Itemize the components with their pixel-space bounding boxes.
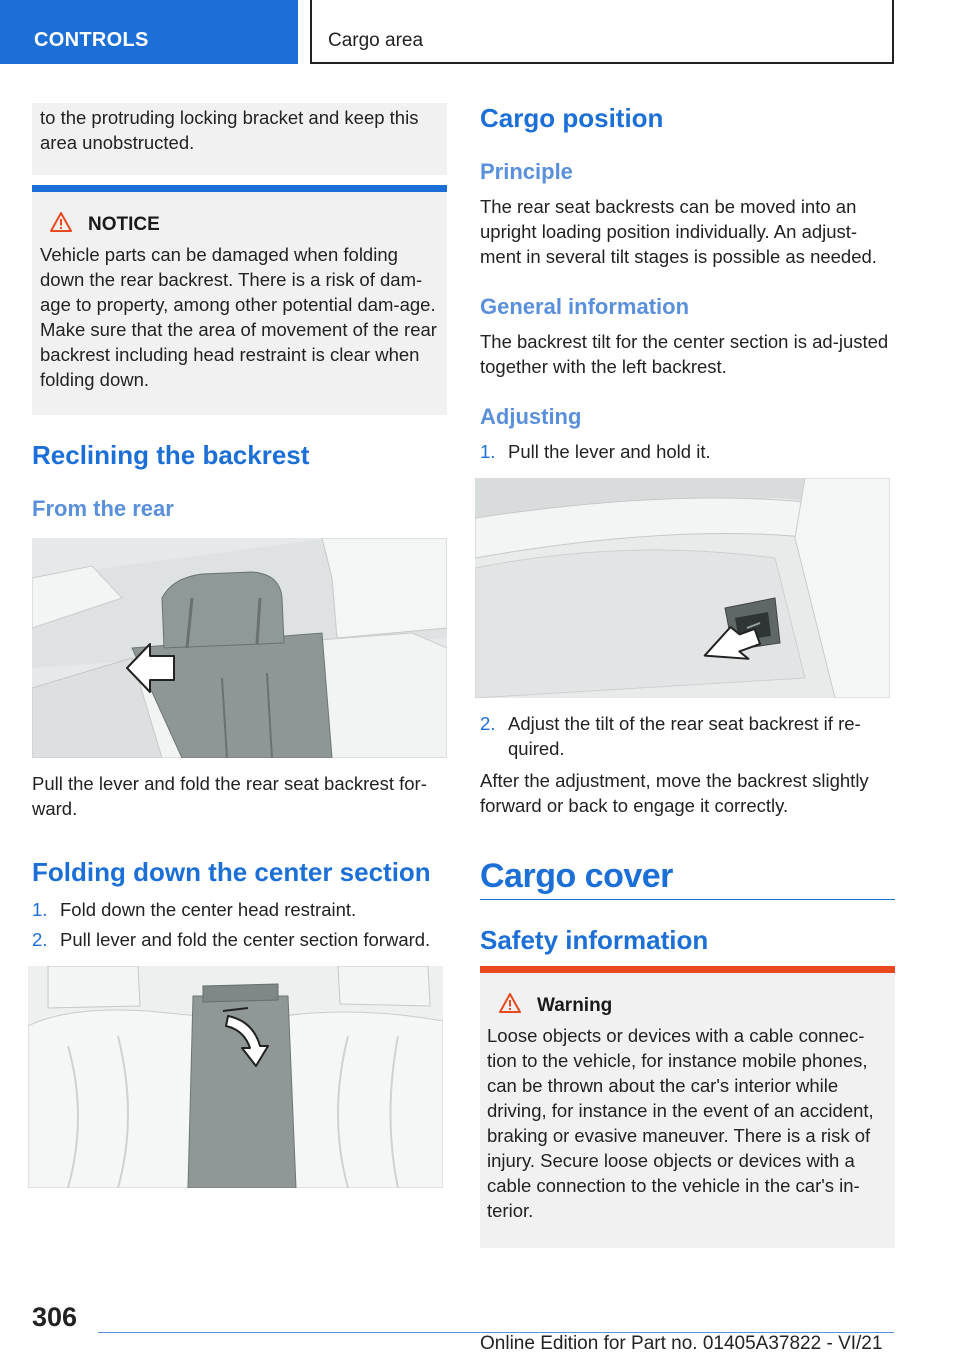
center-step-1: 1. Fold down the center head restraint. (32, 899, 357, 920)
edition-text: Online Edition for Part no. 01405A37822 - VI/21 (480, 1333, 883, 1354)
subsection-tab (310, 0, 894, 64)
section-title: CONTROLS (34, 29, 149, 51)
subsection-title: Cargo area (328, 30, 424, 51)
warning-triangle-icon (499, 993, 521, 1013)
lever-illustration (475, 478, 890, 698)
adjusting-step-1-list (480, 439, 895, 464)
warning-box (480, 966, 895, 1248)
adjusting-heading: Adjusting (480, 404, 582, 429)
warning-title: Warning (537, 995, 613, 1016)
notice-box (32, 185, 447, 415)
principle-text: The rear seat backrests can be moved into an upright loading position individually. An adjust‐ment in several tilt stages is possible as needed. (480, 196, 877, 267)
section-tab (0, 0, 298, 64)
figure-lever (475, 478, 890, 698)
intro-text: to the protruding locking bracket and keep this area unobstructed. (40, 107, 419, 153)
warning-triangle-icon (50, 212, 72, 232)
seat-illustration (32, 538, 447, 758)
adjusting-step-1: 1. Pull the lever and hold it. (480, 441, 711, 462)
center-step-2: 2. Pull lever and fold the center section forward. (32, 929, 431, 950)
cargo-cover-heading: Cargo cover (480, 857, 673, 895)
general-info-heading: General information (480, 294, 690, 319)
center-heading: Folding down the center section (32, 857, 431, 887)
from-rear-text: Pull the lever and fold the rear seat backrest for‐ward. (32, 773, 427, 819)
reclining-heading: Reclining the backrest (32, 440, 310, 470)
adjusting-step-2-list (480, 711, 895, 761)
center-steps (32, 897, 452, 952)
center-section-illustration (28, 966, 443, 1188)
intro-box (32, 103, 447, 175)
notice-title: NOTICE (88, 214, 160, 235)
principle-heading: Principle (480, 159, 573, 184)
figure-from-rear (32, 538, 447, 758)
general-info-text: The backrest tilt for the center section is ad‐justed together with the left backrest. (480, 331, 889, 377)
figure-center-section (28, 966, 443, 1188)
safety-info-heading: Safety information (480, 925, 709, 955)
from-rear-heading: From the rear (32, 496, 174, 521)
cargo-position-heading: Cargo position (480, 103, 664, 133)
warning-bar (480, 966, 895, 973)
notice-bar (32, 185, 447, 192)
warning-text: Loose objects or devices with a cable connec‐tion to the vehicle, for instance mobile phones, can be thrown about the car's interior while driving, for instance in the event of an accident, braking or evasive maneuver. There is a risk of injury. Secure loose objects or devices with a cable connection to the vehicle in the car's in‐terior. (487, 1025, 874, 1221)
notice-text: Vehicle parts can be damaged when folding down the rear backrest. There is a risk of dam‐age to property, among other potential dam‐age. Make sure that the area of movement of the rear backrest including head restraint is clear when folding down. (40, 244, 437, 390)
after-adjustment-text: After the adjustment, move the backrest slightly forward or back to engage it correctly. (480, 770, 869, 816)
cargo-cover-rule (480, 899, 895, 900)
page-number: 306 (32, 1302, 78, 1332)
adjusting-step-2: 2. Adjust the tilt of the rear seat backrest if re‐quired. (480, 713, 861, 759)
